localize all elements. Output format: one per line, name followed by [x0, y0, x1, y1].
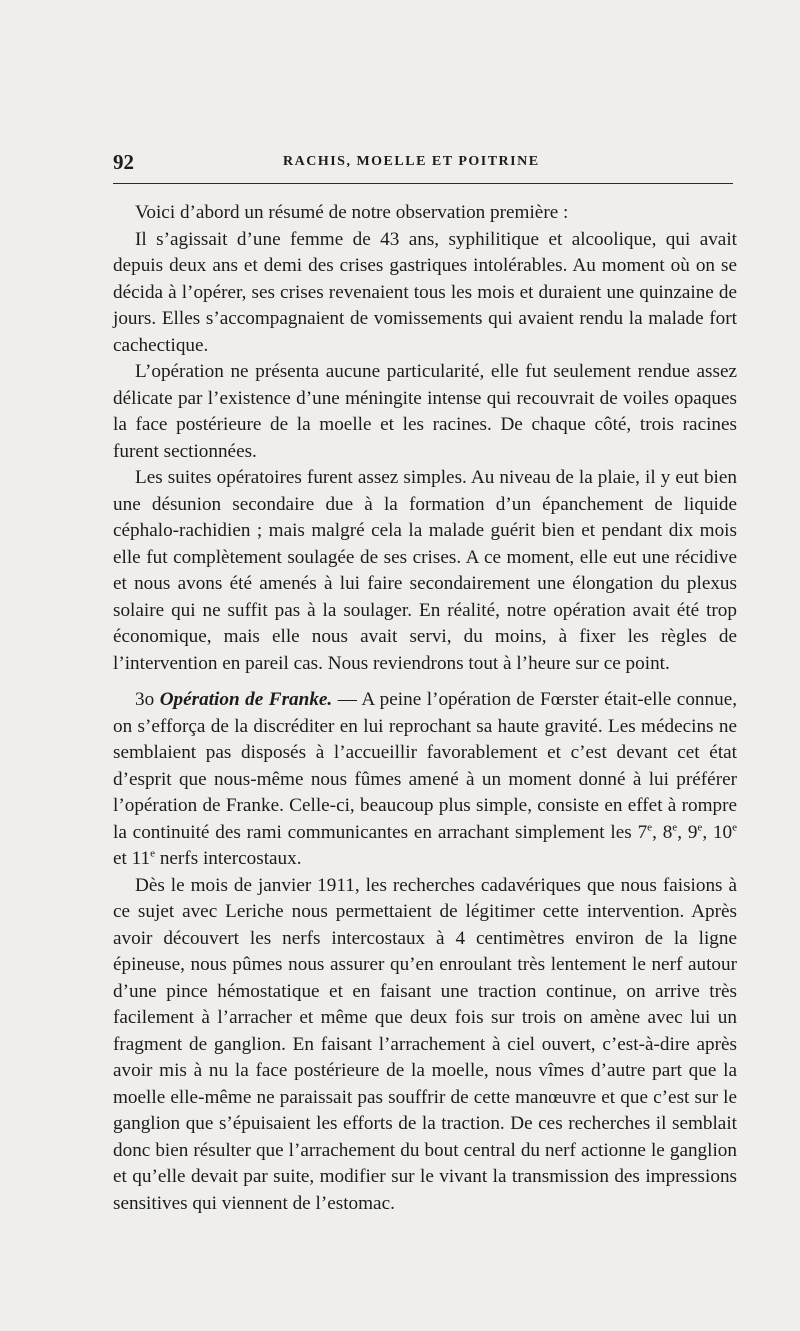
ordinal-suffix: e: [697, 821, 703, 834]
ordinal-suffix: e: [732, 821, 738, 834]
franke-text-a: — A peine l’opération de Fœrster était-elle connue, on s’efforça de la discréditer en lui reprochant sa haute gravité. Les médecins ne semblaient pas disposés à l’accueillir favorablement et c’est devant cet état d’esprit que nous-même nous fûmes amené à un moment donné à lui préférer l’opération de Franke. Celle-ci, beaucoup plus simple, consiste en effet à rompre la continuité des rami communicantes en arrachant simplement les 7: [113, 689, 738, 843]
header-rule: [113, 183, 733, 184]
paragraph-research: Dès le mois de janvier 1911, les recherches cadavériques que nous faisions à ce sujet avec Leriche nous permettaient de légitimer cette intervention. Après avoir découvert les nerfs intercostaux à 4 centimètres environ de la ligne épineuse, nous pûmes nous assurer qu’en enroulant très lentement le nerf autour d’une pince hémostatique et en faisant une traction continue, on arrive très facilement à l’arracher et même que deux fois sur trois on amène avec lui un fragment de ganglion. En faisant l’arrachement à ciel ouvert, c’est-à-dire après avoir mis à nu la face postérieure de la moelle, nous vîmes d’autre part que la moelle elle-même ne paraissait pas souffrir de cette manœuvre et que c’est sur le ganglion que s’épuisaient les efforts de la traction. De ces recherches il semblait donc bien résulter que l’arrachement du bout central du nerf actionne le ganglion et qu’elle devait par suite, modifier sur le vivant la transmission des impressions sensitives qui viennent de l’estomac.: [113, 874, 737, 1214]
separator: , 8: [652, 821, 673, 843]
paragraph-operation: L’opération ne présenta aucune particularité, elle fut seulement rendue assez délicate par l’existence d’une méningite intense qui recouvrait de voiles opaques la face postérieure de la moelle et les racines. De chaque côté, trois racines furent sectionnées.: [113, 361, 737, 462]
separator: , 10: [702, 821, 733, 843]
body-text: [113, 200, 737, 1217]
ordinal-suffix: e: [150, 847, 156, 860]
page-header: [113, 150, 753, 176]
ordinal-suffix: e: [647, 821, 653, 834]
paragraph-case-summary: Il s’agissait d’une femme de 43 ans, syphilitique et alcoolique, qui avait depuis deux ans et demi des crises gastriques intolérables. Au moment où on se décida à l’opérer, ses crises revenaient tous les mois et duraient une quinzaine de jours. Elles s’accompagnaient de vomissements qui avaient rendu la malade fort cachectique.: [113, 228, 737, 356]
paragraph-outcome: Les suites opératoires furent assez simples. Au niveau de la plaie, il y eut bien une désunion secondaire due à la formation d’un épanchement de liquide céphalo-rachidien ; mais malgré cela la malade guérit bien et pendant dix mois elle fut complètement soulagée de ses crises. A ce moment, elle eut une récidive et nous avons été amenés à lui faire secondairement une élongation du plexus solaire qui ne suffit pas à la soulager. En réalité, notre opération avait été trop économique, mais elle nous avait servi, du moins, à fixer les règles de l’intervention en pareil cas. Nous reviendrons tout à l’heure sur ce point.: [113, 467, 737, 674]
running-title: RACHIS, MOELLE ET POITRINE: [283, 154, 540, 169]
separator: , 9: [677, 821, 698, 843]
section-heading: Opération de Franke.: [159, 689, 333, 710]
page-number: 92: [113, 150, 134, 174]
section-number: 3o: [135, 689, 155, 710]
ordinal-suffix: e: [672, 821, 678, 834]
paragraph-franke-section: [113, 687, 737, 873]
separator: et 11: [113, 848, 151, 869]
paragraph-intro: Voici d’abord un résumé de notre observation première :: [135, 202, 569, 223]
franke-text-b: nerfs intercostaux.: [155, 848, 302, 869]
